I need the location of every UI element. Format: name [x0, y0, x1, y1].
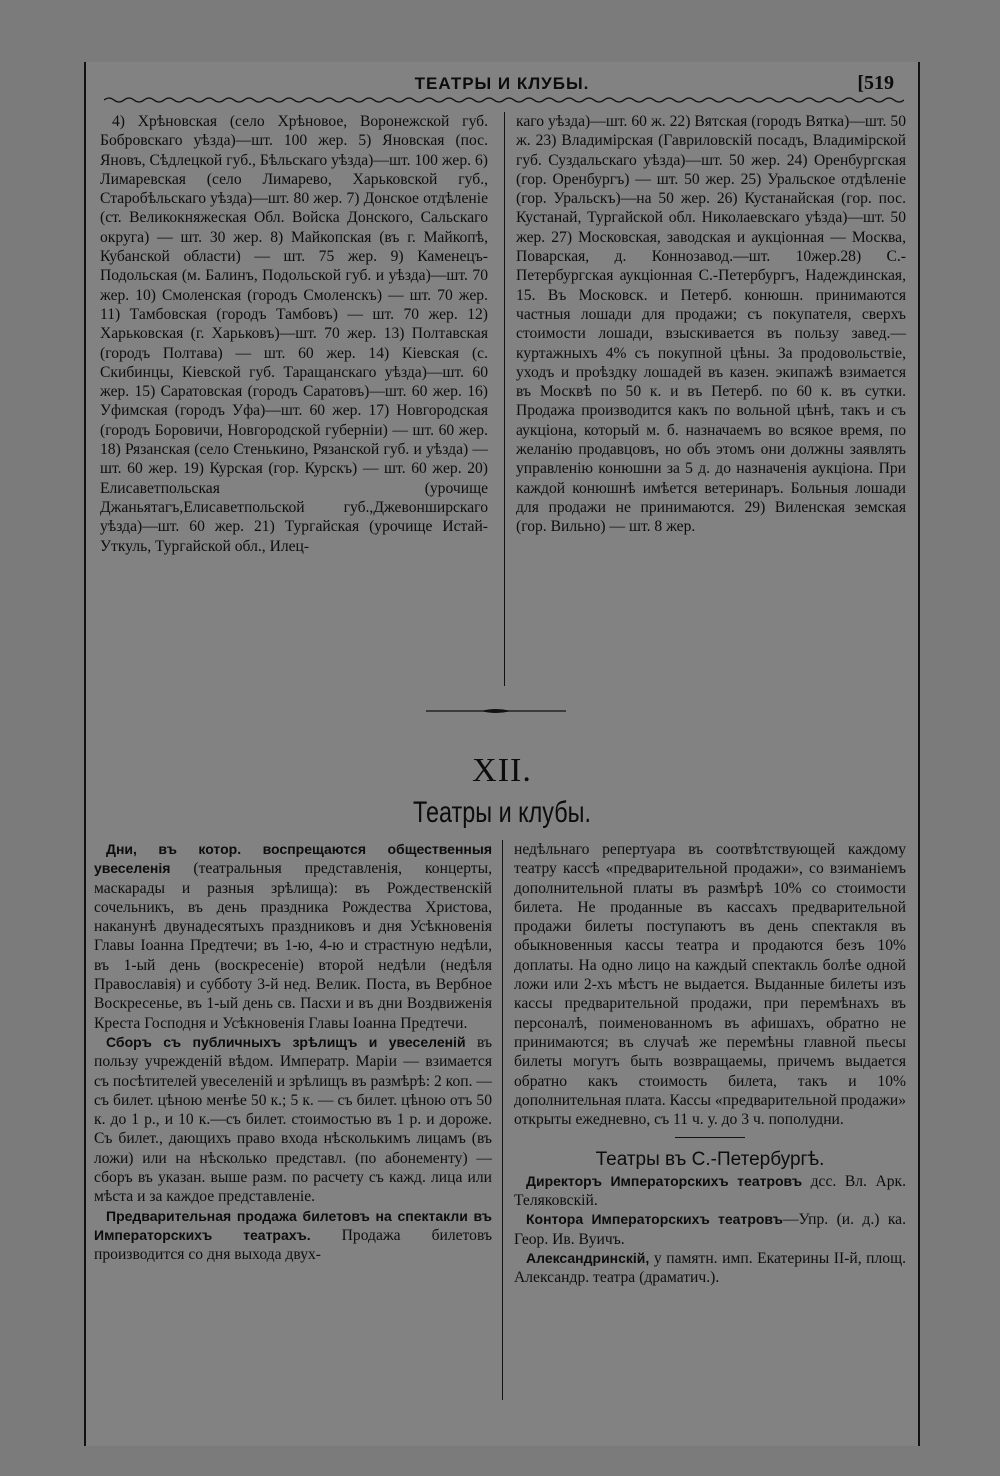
top-left-column: [100, 112, 488, 556]
text-prohibited-days: (театральныя представленія, концерты, маскарады и разныя зрѣлища): въ Рождественскій сочельникъ, въ день праздника Рождества Христова, наканунѣ двунадесятыхъ праздниковъ и дня Усѣкновенія Главы Іоанна Предтечи; въ 1-ю, 4-ю и страстную недѣли, въ 1-ый день (воскресеніе) второй недѣли (недѣля Православія) и субботу 3-й нед. Велик. Поста, въ Вербное Воскресенье, въ 1-ый день св. Пасхи и въ дни Воздвиженія Креста Господня и Усѣкновенія Главы Іоанна Предтечи.: [94, 860, 492, 1032]
lead-office: Контора Императорскихъ театровъ: [526, 1211, 783, 1228]
wavy-rule: [104, 96, 904, 104]
column-divider-top: [504, 112, 505, 686]
paragraph-advance-sale-cont: недѣльнаго репертуара въ соотвѣтствующей каждому театру кассѣ «предварительной продажи», со взиманіемъ дополнительной платы въ размѣрѣ 10% со стоимости билета. Не проданные въ кассахъ предварительной продажи билеты поступаютъ въ день спектакля въ обыкновенныя кассы театра и продаются безъ 10% доплаты. На одно лицо на каждый спектакль болѣе одной ложи или 2-хъ мѣстъ не выдается. Выданные билеты изъ кассы предварительной продажи, при перемѣнахъ въ персоналѣ, поименованномъ въ афишахъ, обратно не принимаются; въ случаѣ же перемѣны главной пьесы билеты могутъ быть возвращаемы, причемъ выдается обратно какъ стоимость билета, такъ и 10% дополнительная плата. Кассы «предварительной продажи» открыты ежедневно, съ 11 ч. у. до 3 ч. пополудни.: [514, 841, 906, 1129]
subheading-spb-theatres: Театры въ С.-Петербургѣ.: [595, 1149, 825, 1171]
stud-farm-list-part-2: каго уѣзда)—шт. 60 ж. 22) Вятская (городъ Вятка)—шт. 50 ж. 23) Владимірская (Гавриловскій посадъ, Владимірской губ. Суздальскаго уѣзда)—шт. 50 жер. 24) Оренбургская (гор. Оренбургъ) — шт. 50 жер. 25) Уральское отдѣленіе (гор. Уральскъ)—на 50 жер. 26) Кустанайская (гор. пос. Кустанай, Тургайской обл. Николаевскаго уѣзда)—шт. 50 жер. 27) Московская, заводская и аукціонная — Москва, Поварская, д. Коннозавод.—шт. 10жер.28) С.-Петербургская аукціонная С.-Петербургъ, Надеждинская, 15. Въ Московск. и Петерб. конюшн. принимаются частныя лошади для продажи; съ покупателя, сверхъ стоимости лошади, взыскивается въ пользу завед.—куртажныхъ 4% съ покупной цѣны. За продовольствіе, уходъ и проѣздку лошадей въ казен. экипажѣ взимается въ Москвѣ по 50 к. и въ Петерб. по 60 к. въ сутки. Продажа производится какъ по вольной цѣнѣ, такъ и съ аукціона, который м. б. назначаемъ во всякое время, по желанію продавцовъ, но объ этомъ они должны заявлять управленію конюшни за 5 д. до назначенія аукціона. При каждой конюшнѣ имѣется ветеринаръ. Больныя лошади для продажи не принимаются. 29) Виленская земская (гор. Вильно) — шт. 8 жер.: [516, 113, 906, 536]
paragraph-advance-sale: [94, 1207, 492, 1265]
column-divider-bottom: [502, 840, 503, 1400]
lead-director: Директоръ Императорскихъ театровъ: [526, 1172, 803, 1189]
section-ornament: [426, 708, 566, 714]
lead-prohibited-days: Дни, въ котор. воспрещаются общественныя увеселенія: [94, 841, 492, 877]
stud-farm-list-part-1: 4) Хрѣновская (село Хрѣновое, Воронежской губ. Бобровскаго уѣзда)—шт. 100 жер. 5) Яновская (пос. Яновъ, Сѣдлецкой губ., Бѣльскаго уѣзда)—шт. 100 жер. 6) Лимаревская (село Лимарево, Харьковской губ., Старобѣльскаго уѣзда)—шт. 80 жер. 7) Донское отдѣленіе (ст. Великокняжеская Обл. Войска Донского, Сальскаго округа) — шт. 30 жер. 8) Майкопская (въ г. Майкопѣ, Кубанской области) — шт. 75 жер. 9) Каменецъ-Подольская (м. Балинъ, Подольской губ. и уѣзда)—шт. 70 жер. 10) Смоленская (городъ Смоленскъ) — шт. 70 жер. 11) Тамбовская (городъ Тамбовъ) — шт. 70 жер. 12) Харьковская (г. Харьковъ)—шт. 70 жер. 13) Полтавская (городъ Полтава) — шт. 60 жер. 14) Кіевская (с. Скибинцы, Кіевской губ. Таращанскаго уѣзда)—шт. 60 жер. 15) Саратовская (городъ Саратовъ)—шт. 60 жер. 16) Уфимская (городъ Уфа)—шт. 60 жер. 17) Новгородская (городъ Боровичи, Новгородской губерніи) — шт. 60 жер. 18) Рязанская (село Стенькино, Рязанской губ. и уѣзда) — шт. 60 жер. 19) Курская (гор. Курскъ) — шт. 60 жер. 20) Елисаветпольская (урочище Джаньятагъ,Елисаветпольской губ.,Джевонширскаго уѣзда)—шт. 60 жер. 21) Тургайская (урочище Истай-Уткуль, Тургайской обл., Илец-: [100, 113, 488, 555]
page-number: [519: [857, 72, 894, 94]
paragraph-director: [514, 1172, 906, 1211]
top-right-column: [516, 112, 906, 537]
section-number: XII.: [472, 752, 532, 789]
text-office: —Упр. (и. д.) ка. Геор. Ив. Вуичъ.: [514, 1211, 906, 1248]
bottom-left-column: [94, 840, 492, 1265]
text-advance-sale: Продажа билетовъ производится со дня выхода двух-: [94, 1226, 493, 1264]
page: [84, 62, 920, 1446]
running-title: ТЕАТРЫ И КЛУБЫ.: [414, 74, 590, 93]
lead-public-levy: Сборъ съ публичныхъ зрѣлищъ и увеселеній: [106, 1033, 466, 1050]
text-director: дсс. Вл. Арк. Теляковскій.: [514, 1172, 906, 1210]
short-rule: [675, 1137, 745, 1138]
text-public-levy: въ пользу учрежденій вѣдом. Императр. Маріи — взимается съ посѣтителей увеселеній и зрѣлищъ въ размѣрѣ: 2 коп. — съ билет. цѣною менѣе 50 к.; 5 к. — съ билет. цѣною отъ 50 к. до 1 р., и 10 к.—съ билет. стоимостью въ 1 р. и дороже. Съ билет., дающихъ право входа нѣсколькимъ лицамъ (въ ложи) или на нѣсколько представл. (по абонементу) —сборъ въ указан. выше разм. по расчету съ кажд. лица или мѣста и за каждое представленіе.: [94, 1033, 493, 1206]
paragraph-alexandrinsky: [514, 1249, 906, 1288]
text-alexandrinsky: у памятн. имп. Екатерины ІІ-й, площ. Александр. театра (драматич.).: [514, 1249, 906, 1287]
section-title: Театры и клубы.: [413, 796, 591, 829]
bottom-right-column: [514, 840, 906, 1288]
lead-advance-sale: Предварительная продажа билетовъ на спектакли въ Императорскихъ театрахъ.: [94, 1207, 492, 1243]
lead-alexandrinsky: Александринскій,: [526, 1249, 650, 1266]
paragraph-public-levy: [94, 1033, 492, 1207]
paragraph-office: [514, 1210, 906, 1249]
paragraph-prohibited-days: [94, 840, 492, 1033]
